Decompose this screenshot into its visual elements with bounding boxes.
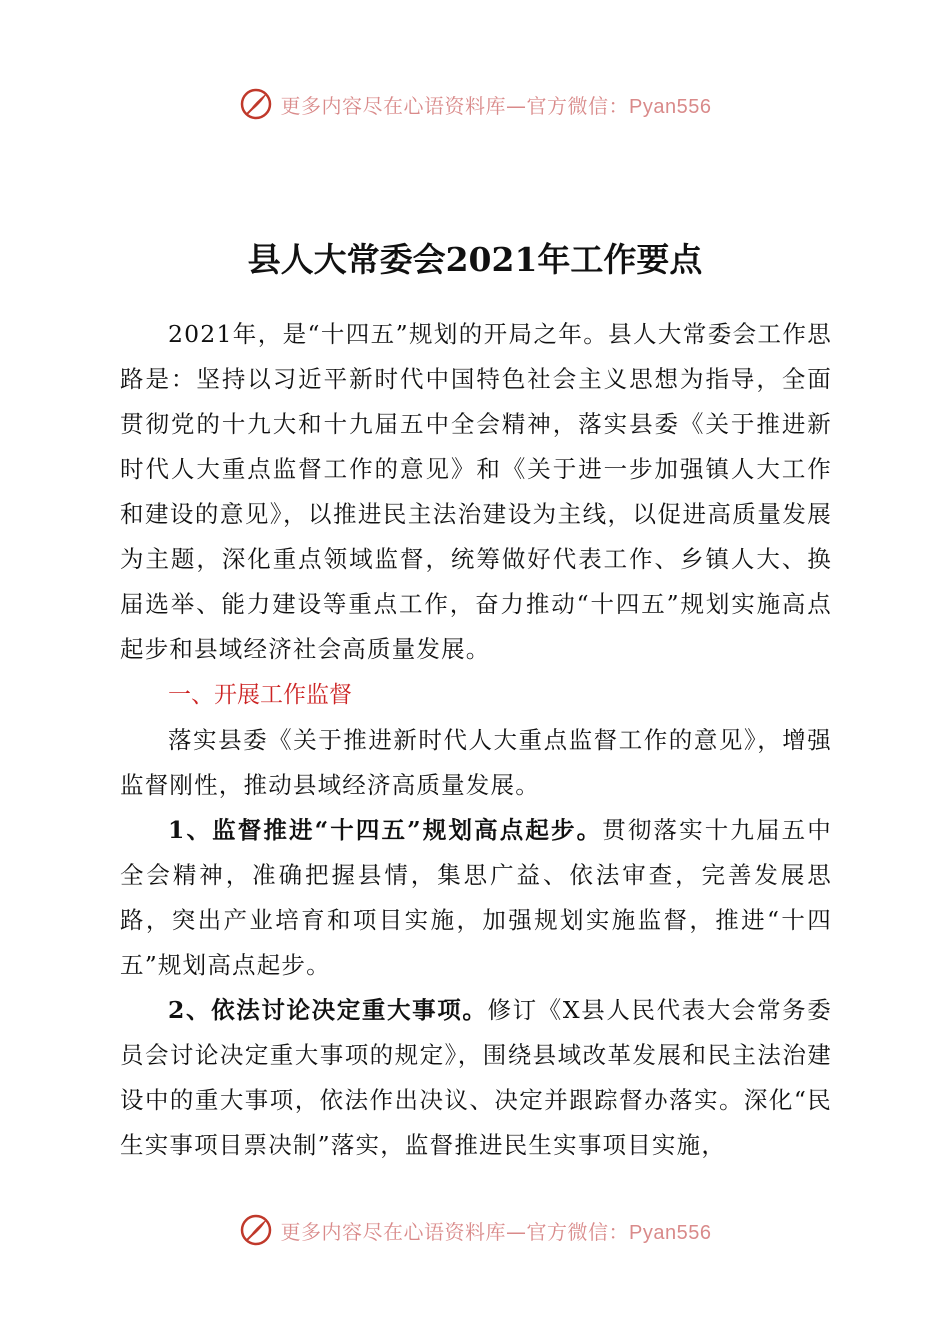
- item-body: 修订《X县人民代表大会常务委员会讨论决定重大事项的规定》，围绕县域改革发展和民主法治建设中的重大事项，依法作出决议、决定并跟踪督办落实。深化“民生实事项目票决制”落实，监督推进民生实事项目实施，: [120, 996, 833, 1159]
- section-heading: 一、开展工作监督: [168, 682, 352, 708]
- section-lead-paragraph: 落实县委《关于推进新时代人大重点监督工作的意见》，增强监督刚性，推动县域经济高质量发展。: [120, 726, 832, 799]
- intro-paragraph: 2021年，是“十四五”规划的开局之年。县人大常委会工作思路是：坚持以习近平新时代中国特色社会主义思想为指导，全面贯彻党的十九大和十九届五中全会精神，落实县委《关于推进新时代人大重点监督工作的意见》和《关于进一步加强镇人大工作和建设的意见》，以推进民主法治建设为主线，以促进高质量发展为主题，深化重点领域监督，统筹做好代表工作、乡镇人大、换届选举、能力建设等重点工作，奋力推动“十四五”规划实施高点起步和县域经济社会高质量发展。: [120, 320, 832, 663]
- document-body: [120, 312, 832, 1168]
- item-body: 贯彻落实十九届五中全会精神，准确把握县情，集思广益、依法审查，完善发展思路，突出产业培育和项目实施，加强规划实施监督，推进“十四五”规划高点起步。: [120, 816, 832, 979]
- item-paragraph: [120, 988, 832, 1168]
- quill-pen-logo-icon: [239, 87, 273, 121]
- item-title: 1、监督推进“十四五”规划高点起步。: [168, 816, 603, 844]
- item-title: 2、依法讨论决定重大事项。: [168, 996, 488, 1024]
- quill-pen-logo-icon: [239, 1213, 273, 1247]
- watermark-text: 更多内容尽在心语资料库—官方微信：Pyan556: [280, 1219, 712, 1244]
- header-watermark: [0, 82, 950, 126]
- document-title: 县人大常委会2021年工作要点: [247, 240, 703, 279]
- footer-watermark: [0, 1208, 950, 1252]
- item-paragraph: [120, 808, 832, 988]
- watermark-text: 更多内容尽在心语资料库—官方微信：Pyan556: [280, 93, 712, 118]
